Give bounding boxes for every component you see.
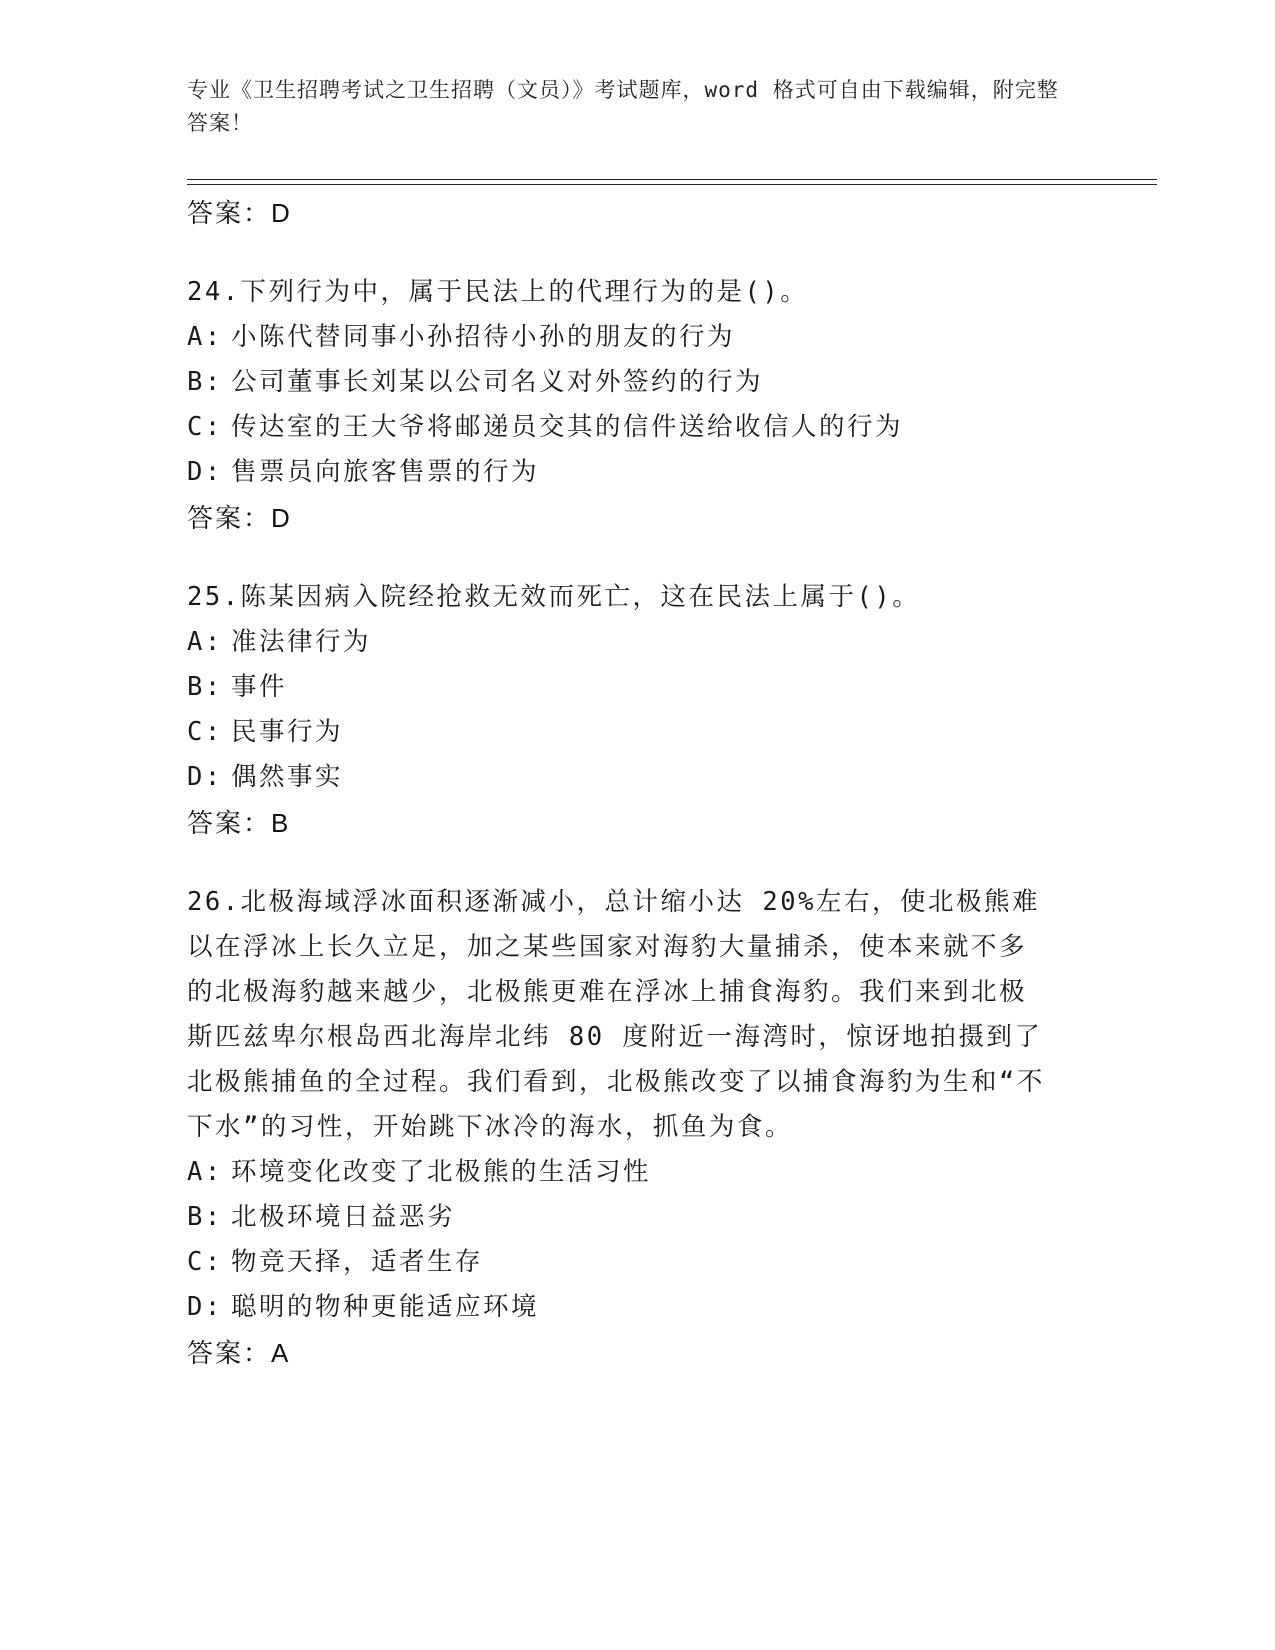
answer-line: 答案：B [187,808,291,838]
option-letter: C: [187,412,223,442]
option-letter: B: [187,672,223,702]
option-text: 民事行为 [231,717,344,747]
option-d [187,450,1067,495]
option-letter: D: [187,762,223,792]
page-header: 专业《卫生招聘考试之卫生招聘（文员）》考试题库，word 格式可自由下载编辑，附完整答案！ [187,78,1059,135]
option-text: 售票员向旅客售票的行为 [231,457,540,487]
option-c [187,710,1067,755]
option-b [187,360,1067,405]
option-c [187,1240,1047,1285]
option-text: 事件 [231,672,288,702]
question-26 [187,880,1047,1376]
header-rule-top [187,179,1157,180]
option-b [187,1195,1047,1240]
option-b [187,665,1067,710]
option-a [187,315,1067,360]
option-d [187,755,1067,800]
option-letter: A: [187,322,223,352]
option-letter: A: [187,627,223,657]
option-letter: B: [187,1202,223,1232]
option-c [187,405,1067,450]
option-d [187,1285,1047,1330]
option-text: 物竞天择，适者生存 [231,1247,484,1277]
option-text: 偶然事实 [231,762,344,792]
option-letter: C: [187,1247,223,1277]
option-letter: D: [187,1292,223,1322]
option-a [187,620,1067,665]
option-letter: B: [187,367,223,397]
option-text: 聪明的物种更能适应环境 [231,1292,540,1322]
option-letter: C: [187,717,223,747]
question-stem: 26.北极海域浮冰面积逐渐减小，总计缩小达 20%左右，使北极熊难以在浮冰上长久立足，加之某些国家对海豹大量捕杀，使本来就不多的北极海豹越来越少，北极熊更难在浮冰上捕食海豹。我们来到北极斯匹兹卑尔根岛西北海岸北纬 80 度附近一海湾时，惊讶地拍摄到了北极熊捕鱼的全过程。我们看到，北极熊改变了以捕食海豹为生和“不下水”的习性，开始跳下冰冷的海水，抓鱼为食。 [187,887,1045,1142]
option-letter: A: [187,1157,223,1187]
option-text: 北极环境日益恶劣 [231,1202,456,1232]
answer-line: 答案：A [187,1338,291,1368]
previous-answer: 答案：D [187,198,292,228]
option-text: 准法律行为 [231,627,372,657]
question-stem: 24.下列行为中，属于民法上的代理行为的是()。 [187,277,809,307]
option-letter: D: [187,457,223,487]
option-text: 公司董事长刘某以公司名义对外签约的行为 [231,367,764,397]
option-text: 传达室的王大爷将邮递员交其的信件送给收信人的行为 [231,412,904,442]
answer-line: 答案：D [187,503,292,533]
option-text: 小陈代替同事小孙招待小孙的朋友的行为 [231,322,736,352]
question-25 [187,575,1067,846]
option-a [187,1150,1047,1195]
question-24 [187,270,1067,541]
option-text: 环境变化改变了北极熊的生活习性 [231,1157,652,1187]
question-stem: 25.陈某因病入院经抢救无效而死亡，这在民法上属于()。 [187,582,921,612]
header-rule-bottom [187,184,1157,185]
